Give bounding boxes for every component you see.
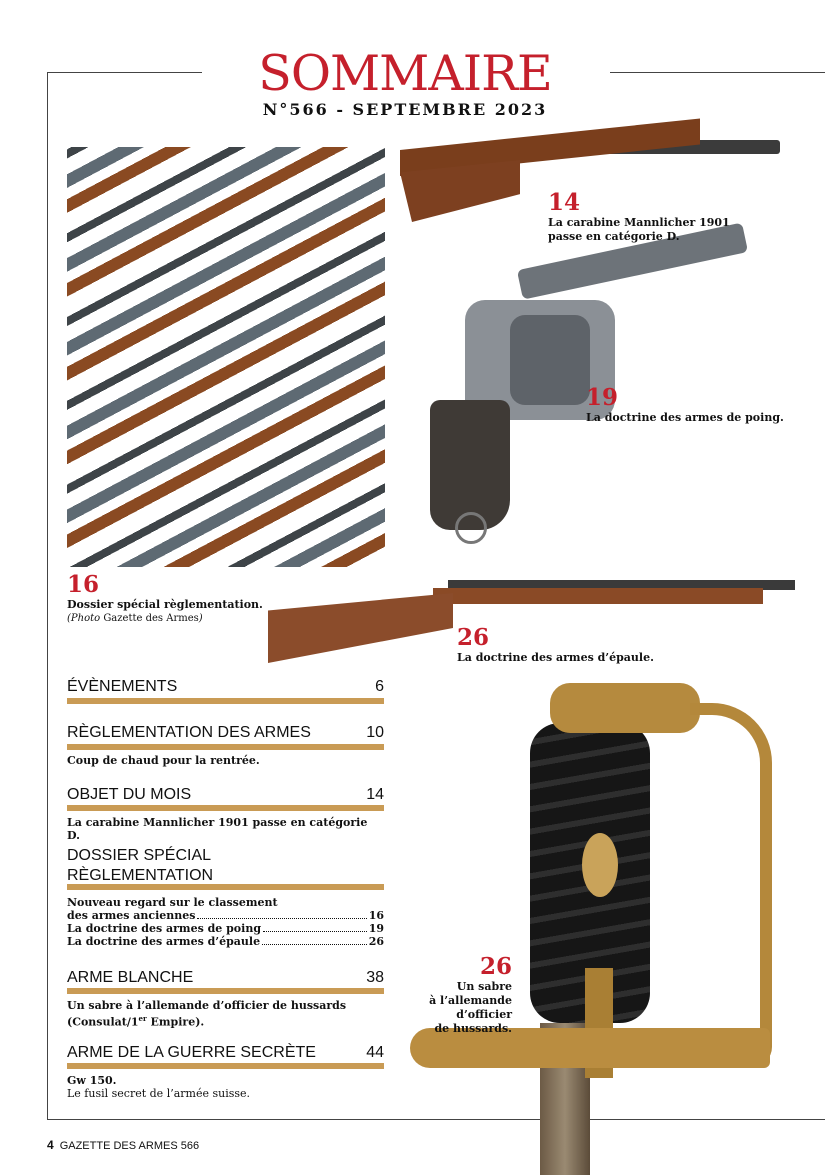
frame-line-top-right <box>610 72 825 73</box>
toc-dossier-intro: Nouveau regard sur le classement <box>67 896 278 909</box>
toc-section-label: RÈGLEMENTATION DES ARMES <box>67 724 311 741</box>
toc-section-page: 38 <box>366 969 384 986</box>
firearms-collage-photo <box>67 147 385 567</box>
caption-sabre <box>410 954 512 1036</box>
caption-revolver-text: La doctrine des armes de poing. <box>586 411 784 424</box>
section-divider <box>67 744 384 750</box>
caption-revolver-page: 19 <box>586 384 619 411</box>
toc-section-page: 6 <box>375 678 384 695</box>
caption-sabre-line-1: Un sabre <box>456 980 512 993</box>
caption-dossier <box>67 572 263 625</box>
caption-sabre-line-4: de hussards. <box>434 1022 512 1035</box>
toc-section-reglementation[interactable] <box>67 723 384 743</box>
footer-magazine: GAZETTE DES ARMES 566 <box>59 1140 200 1152</box>
toc-section-evenements[interactable] <box>67 677 384 697</box>
toc-section-arme-blanche[interactable] <box>67 968 384 988</box>
toc-section-desc: Coup de chaud pour la rentrée. <box>67 754 260 767</box>
section-divider <box>67 884 384 890</box>
toc-section-label: ÉVÈNEMENTS <box>67 678 178 695</box>
toc-section-desc: La carabine Mannlicher 1901 passe en catégorie D. <box>67 816 368 842</box>
toc-dossier-list <box>67 896 384 948</box>
toc-section-page: 44 <box>366 1044 384 1061</box>
caption-carbine-text-1: La carabine Mannlicher 1901 <box>548 216 730 229</box>
caption-dossier-page: 16 <box>67 571 100 598</box>
toc-section-label-1: DOSSIER SPÉCIAL <box>67 847 212 864</box>
toc-section-label-2: RÈGLEMENTATION <box>67 867 214 884</box>
page-title: SOMMAIRE <box>258 45 552 102</box>
caption-sabre-line-2: à l’allemande <box>429 994 512 1007</box>
toc-dossier-item[interactable]: La doctrine des armes d’épaule 26 <box>67 935 384 948</box>
section-divider <box>67 698 384 704</box>
caption-carbine-text-2: passe en catégorie D. <box>548 230 680 243</box>
page-footer <box>47 1138 199 1152</box>
toc-section-objet-du-mois[interactable] <box>67 785 384 805</box>
frame-line-left <box>47 72 48 1119</box>
toc-section-desc: Un sabre à l’allemande d’officier de hussards (Consulat/1er Empire). <box>67 999 347 1029</box>
toc-dossier-item[interactable]: La doctrine des armes de poing 19 <box>67 922 384 935</box>
caption-carbine-page: 14 <box>548 189 581 216</box>
toc-section-page: 14 <box>366 786 384 803</box>
toc-section-page: 10 <box>366 724 384 741</box>
section-divider <box>67 805 384 811</box>
toc-section-label: ARME BLANCHE <box>67 969 194 986</box>
caption-dossier-credit: (Photo Gazette des Armes) <box>67 613 203 624</box>
toc-section-label: OBJET DU MOIS <box>67 786 192 803</box>
caption-sabre-line-3: d’officier <box>456 1008 512 1021</box>
caption-rifle-page: 26 <box>457 624 490 651</box>
toc-section-label: ARME DE LA GUERRE SECRÈTE <box>67 1044 316 1061</box>
frame-line-top-left <box>47 72 202 73</box>
section-divider <box>67 1063 384 1069</box>
caption-rifle-text: La doctrine des armes d’épaule. <box>457 651 654 664</box>
issue-number: N°566 - SEPTEMBRE 2023 <box>262 100 548 119</box>
toc-dossier-item[interactable]: des armes anciennes 16 <box>67 909 384 922</box>
toc-section-desc: Gw 150. Le fusil secret de l’armée suisse. <box>67 1074 251 1100</box>
caption-dossier-text: Dossier spécial règlementation. <box>67 598 263 611</box>
sabre-photo <box>410 683 790 1175</box>
caption-sabre-page: 26 <box>479 953 512 980</box>
caption-rifle <box>457 625 654 665</box>
caption-carbine <box>548 190 730 244</box>
caption-revolver <box>586 385 784 425</box>
toc-section-guerre-secrete[interactable] <box>67 1043 384 1063</box>
toc-section-dossier[interactable] <box>67 846 384 886</box>
footer-page-number: 4 <box>47 1138 54 1152</box>
section-divider <box>67 988 384 994</box>
